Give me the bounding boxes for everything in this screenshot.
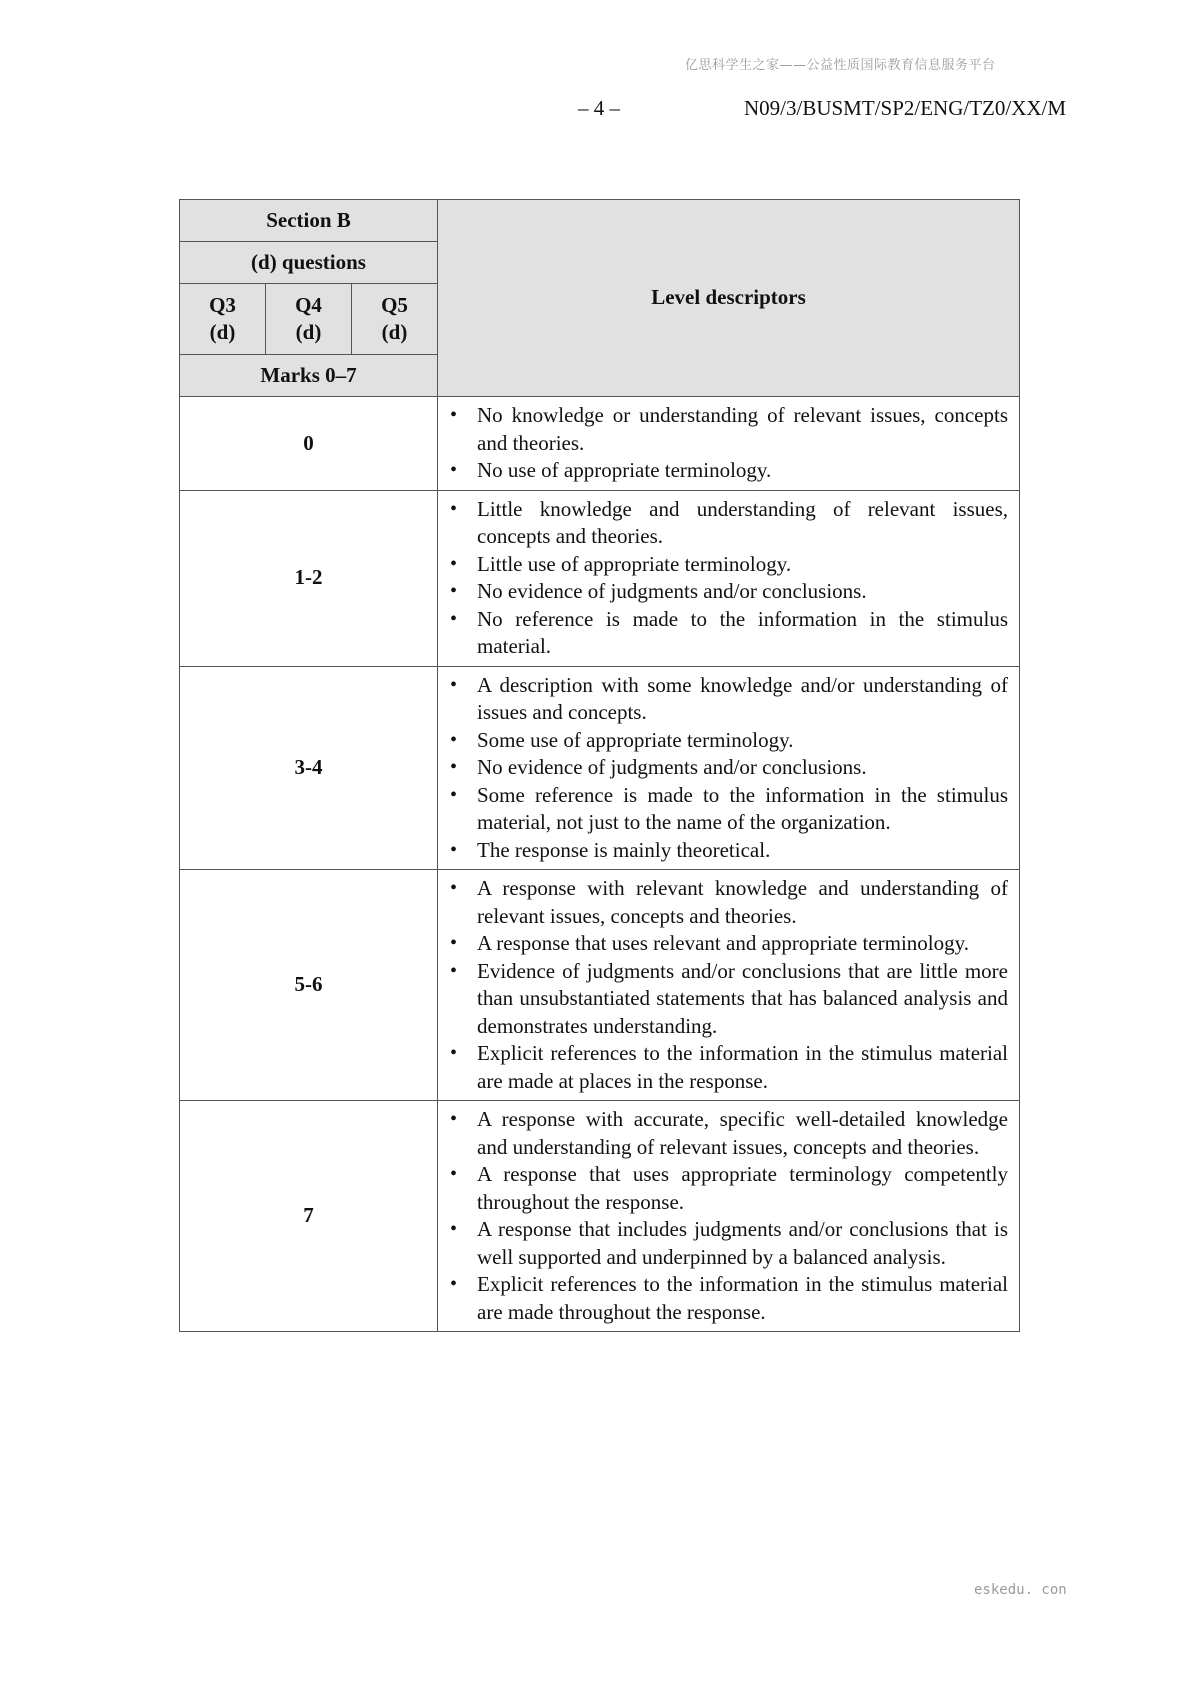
q3-header — [180, 284, 266, 355]
q4-part: (d) — [295, 320, 322, 344]
descriptor-item: • A response with relevant knowledge and understanding of relevant issues, concepts and theories. — [448, 875, 1008, 930]
level-mark: 1-2 — [180, 490, 438, 666]
descriptor-item: • Explicit references to the information in the stimulus material are made throughout the response. — [448, 1271, 1008, 1326]
document-code: N09/3/BUSMT/SP2/ENG/TZ0/XX/M — [744, 96, 1067, 120]
q4-label: Q4 — [295, 293, 322, 317]
level-mark: 5-6 — [180, 870, 438, 1101]
descriptor-list — [448, 402, 1008, 485]
descriptor-item: • A response that uses appropriate terminology competently throughout the response. — [448, 1161, 1008, 1216]
section-header: Section B — [180, 200, 438, 242]
level-descriptors-table — [179, 199, 1020, 1332]
descriptor-item: • The response is mainly theoretical. — [448, 837, 1008, 865]
level-descriptor-cell — [438, 490, 1020, 666]
descriptor-item: • Explicit references to the information in the stimulus material are made at places in the response. — [448, 1040, 1008, 1095]
level-descriptor-cell — [438, 870, 1020, 1101]
descriptor-item: • A response with accurate, specific well-detailed knowledge and understanding of relevant issues, concepts and theories. — [448, 1106, 1008, 1161]
descriptor-item: • A response that includes judgments and/or conclusions that is well supported and underpinned by a balanced analysis. — [448, 1216, 1008, 1271]
q3-part: (d) — [209, 320, 236, 344]
level-descriptor-cell — [438, 397, 1020, 491]
level-descriptors-header: Level descriptors — [438, 200, 1020, 397]
descriptor-list — [448, 496, 1008, 661]
level-row — [180, 490, 1020, 666]
page-number: – 4 – — [578, 96, 620, 120]
level-row — [180, 870, 1020, 1101]
descriptor-item: • No knowledge or understanding of relevant issues, concepts and theories. — [448, 402, 1008, 457]
level-row — [180, 666, 1020, 870]
descriptor-item: • Some reference is made to the information in the stimulus material, not just to the name of the organization. — [448, 782, 1008, 837]
questions-header: (d) questions — [180, 242, 438, 284]
descriptor-item: • Little use of appropriate terminology. — [448, 551, 1008, 579]
descriptor-item: • No use of appropriate terminology. — [448, 457, 1008, 485]
q5-header — [352, 284, 438, 355]
level-mark: 3-4 — [180, 666, 438, 870]
descriptor-list — [448, 875, 1008, 1095]
level-mark: 7 — [180, 1101, 438, 1332]
header-row-section — [180, 200, 1020, 242]
q3-label: Q3 — [209, 293, 236, 317]
descriptor-item: • Evidence of judgments and/or conclusions that are little more than unsubstantiated statements that has balanced analysis and demonstrates understanding. — [448, 958, 1008, 1041]
level-mark: 0 — [180, 397, 438, 491]
level-descriptor-cell — [438, 1101, 1020, 1332]
descriptor-item: • Some use of appropriate terminology. — [448, 727, 1008, 755]
descriptor-item: • A description with some knowledge and/or understanding of issues and concepts. — [448, 672, 1008, 727]
q5-label: Q5 — [381, 293, 408, 317]
watermark-top: 亿思科学生之家——公益性质国际教育信息服务平台 — [685, 58, 996, 73]
descriptor-item: • Little knowledge and understanding of relevant issues, concepts and theories. — [448, 496, 1008, 551]
descriptor-list — [448, 672, 1008, 865]
level-descriptor-cell — [438, 666, 1020, 870]
level-row — [180, 1101, 1020, 1332]
descriptor-list — [448, 1106, 1008, 1326]
q5-part: (d) — [381, 320, 408, 344]
descriptor-item: • No evidence of judgments and/or conclusions. — [448, 754, 1008, 782]
marks-header: Marks 0–7 — [180, 355, 438, 397]
descriptor-item: • No evidence of judgments and/or conclusions. — [448, 578, 1008, 606]
q4-header — [266, 284, 352, 355]
descriptor-item: • A response that uses relevant and appropriate terminology. — [448, 930, 1008, 958]
level-row — [180, 397, 1020, 491]
descriptor-item: • No reference is made to the information in the stimulus material. — [448, 606, 1008, 661]
watermark-bottom: eskedu. con — [974, 1582, 1067, 1598]
